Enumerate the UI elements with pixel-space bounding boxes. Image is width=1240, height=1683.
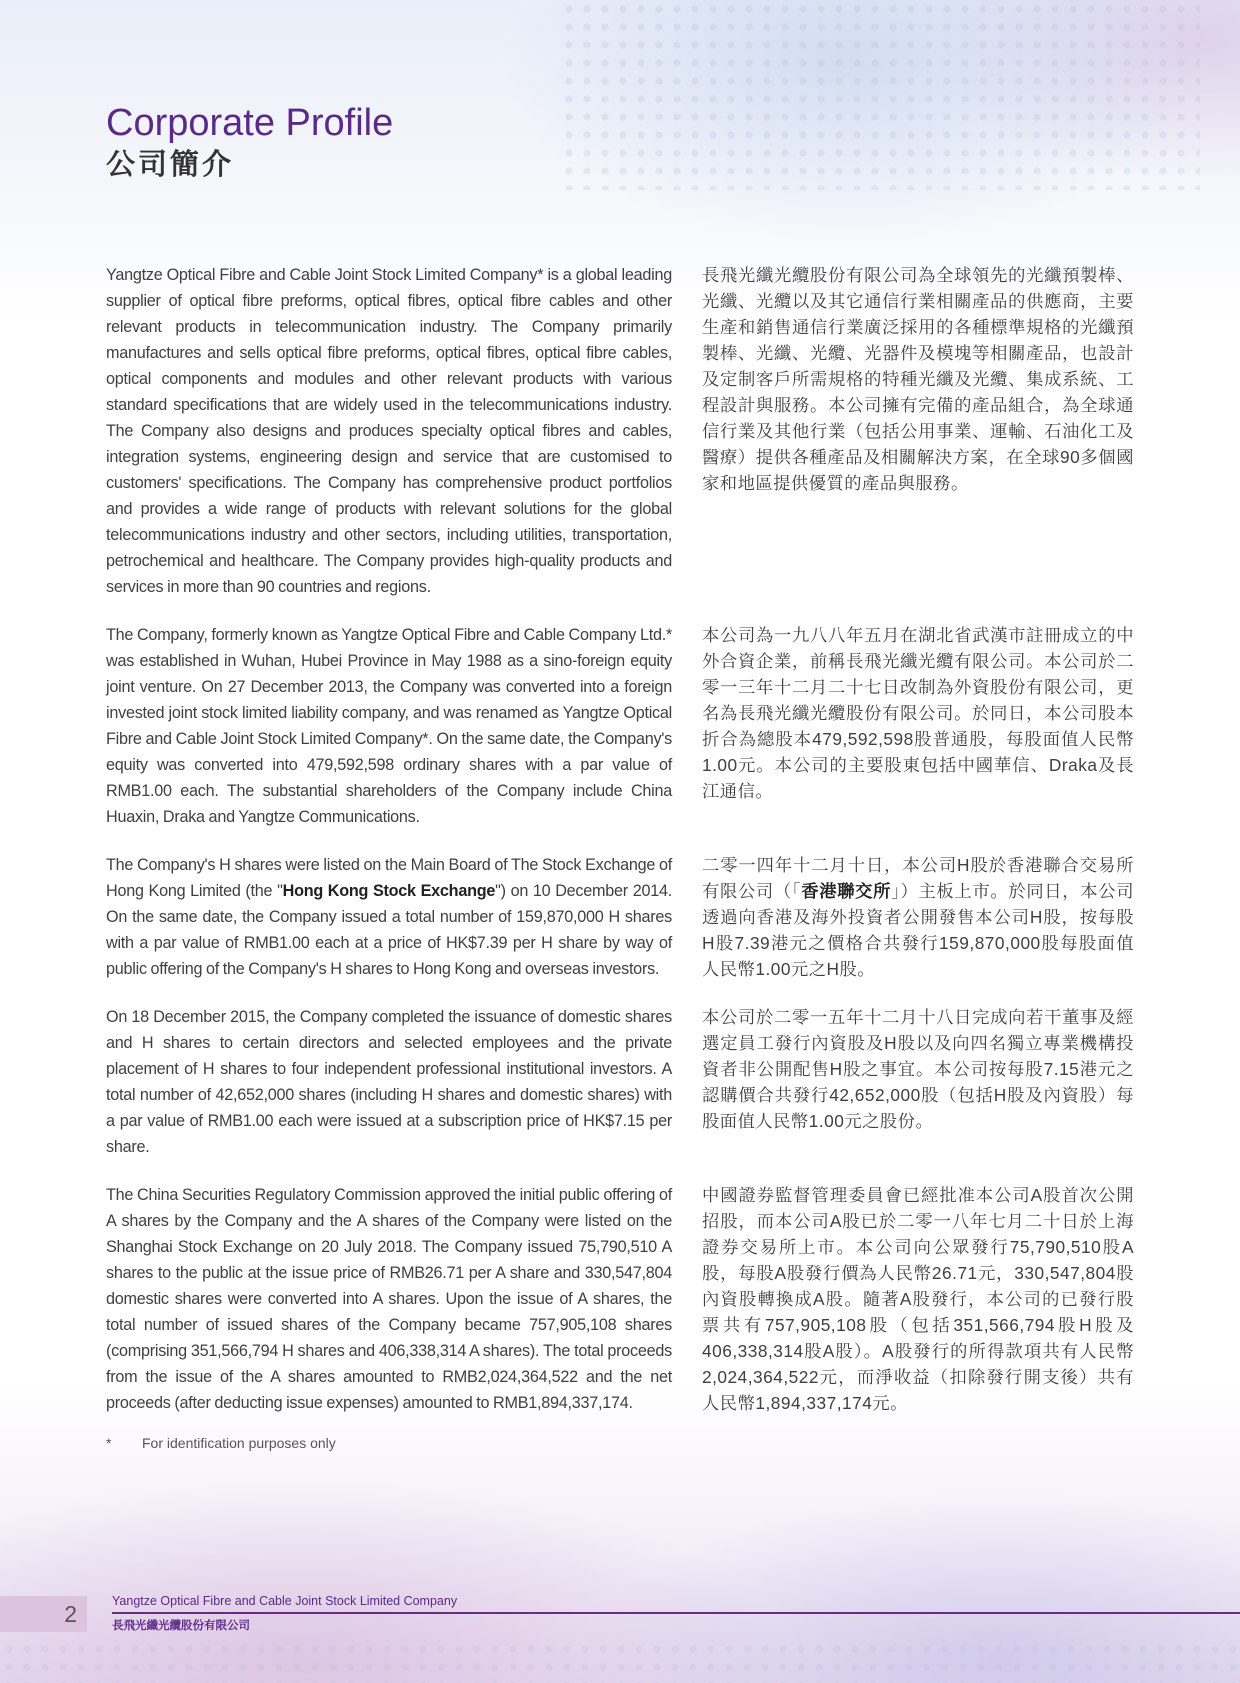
text: The Company's H shares were listed on the Main Board of The Stock Exchange of Hong Kong Limited (the " (106, 856, 672, 900)
text: 二零一四年十二月十日，本公司H股於香港聯合交易所有限公司（「 (702, 855, 1134, 901)
page-number: 2 (0, 1596, 87, 1632)
paragraph-zh-2: 本公司為一九八八年五月在湖北省武漢市註冊成立的中外合資企業，前稱長飛光纖光纜有限公司。本公司於二零一三年十二月二十七日改制為外資股份有限公司，更名為長飛光纖光纜股份有限公司。於同日，本公司股本折合為總股本479,592,598股普通股，每股面值人民幣1.00元。本公司的主要股東包括中國華信、Draka及長江通信。 (702, 625, 1134, 801)
defined-term: 香港聯交所 (801, 881, 892, 901)
paragraph-en-4: On 18 December 2015, the Company completed the issuance of domestic shares and H shares to certain directors and selected employees and the private placement of H shares to four independent professional institutional investors. A total number of 42,652,000 shares (including H shares and domestic shares) with a par value of RMB1.00 each were issued at a subscription price of HK$7.15 per share. (106, 1008, 672, 1156)
footnote (106, 1434, 1134, 1452)
paragraph-en-3 (106, 852, 672, 982)
defined-term: Hong Kong Stock Exchange (282, 882, 496, 900)
footnote-text: For identification purposes only (142, 1435, 336, 1451)
paragraph-zh-4: 本公司於二零一五年十二月十八日完成向若干董事及經選定員工發行內資股及H股以及向四名獨立專業機構投資者非公開配售H股之事宜。本公司按每股7.15港元之認購價合共發行42,652,000股（包括H股及內資股）每股面值人民幣1.00元之股份。 (702, 1007, 1134, 1131)
paragraph-en-1: Yangtze Optical Fibre and Cable Joint Stock Limited Company* is a global leading supplier of optical fibre preforms, optical fibres, optical fibre cables and other relevant products in telecommunication industry. The Company primarily manufactures and sells optical fibre preforms, optical fibres, optical fibre cables, optical components and modules and other relevant products with various standard specifications that are widely used in the telecommunications industry. The Company also designs and produces specialty optical fibres and cables, integration systems, engineering design and service that are customised to customers' specifications. The Company has comprehensive product portfolios and provides a wide range of products with relevant solutions for the global telecommunications industry and other sectors, including utilities, transportation, petrochemical and healthcare. The Company provides high-quality products and services in more than 90 countries and regions. (106, 266, 672, 596)
footnote-marker: * (106, 1435, 112, 1451)
profile-body (106, 262, 1134, 1416)
paragraph-en-5: The China Securities Regulatory Commission approved the initial public offering of A shares by the Company and the A shares of the Company were listed on the Shanghai Stock Exchange on 20 July 2018. The Company issued 75,790,510 A shares to the public at the issue price of RMB26.71 per A share and 330,547,804 domestic shares were converted into A shares. Upon the issue of A shares, the total number of issued shares of the Company became 757,905,108 shares (comprising 351,566,794 H shares and 406,338,314 A shares). The total proceeds from the issue of the A shares amounted to RMB2,024,364,522 and the net proceeds (after deducting issue expenses) amounted to RMB1,894,337,174. (106, 1186, 672, 1412)
text: ") on 10 December 2014. On the same date, the Company issued a total number of 159,870,000 H shares with a par value of RMB1.00 each at a price of HK$7.39 per H share by way of public offering of the Company's H shares to Hong Kong and overseas investors. (106, 882, 672, 978)
footer-divider (112, 1612, 1240, 1614)
decorative-dot-pattern (0, 1640, 1240, 1683)
footer-company-en: Yangtze Optical Fibre and Cable Joint Stock Limited Company (112, 1594, 458, 1608)
main-content (106, 262, 1134, 1452)
paragraph-zh-3 (702, 852, 1134, 982)
page-title (106, 100, 393, 184)
footer-company-zh: 長飛光纖光纜股份有限公司 (112, 1620, 250, 1632)
paragraph-zh-5: 中國證券監督管理委員會已經批准本公司A股首次公開招股，而本公司A股已於二零一八年七月二十日於上海證券交易所上市。本公司向公眾發行75,790,510股A股，每股A股發行價為人民幣26.71元，330,547,804股內資股轉換成A股。隨著A股發行，本公司的已發行股票共有757,905,108股（包括351,566,794股H股及406,338,314股A股）。A股發行的所得款項共有人民幣2,024,364,522元，而淨收益（扣除發行開支後）共有人民幣1,894,337,174元。 (702, 1185, 1134, 1413)
paragraph-zh-1: 長飛光纖光纜股份有限公司為全球領先的光纖預製棒、光纖、光纜以及其它通信行業相關產品的供應商，主要生產和銷售通信行業廣泛採用的各種標準規格的光纖預製棒、光纖、光纜、光器件及模塊等相關產品，也設計及定制客戶所需規格的特種光纖及光纜、集成系統、工程設計與服務。本公司擁有完備的產品組合，為全球通信行業及其他行業（包括公用事業、運輸、石油化工及醫療）提供各種產品及相關解決方案，在全球90多個國家和地區提供優質的產品與服務。 (702, 265, 1134, 493)
title-english: Corporate Profile (106, 102, 394, 144)
decorative-dot-pattern (560, 0, 1200, 190)
text: 」）主板上市。於同日，本公司透過向香港及海外投資者公開發售本公司H股，按每股H股7.39港元之價格合共發行159,870,000股每股面值人民幣1.00元之H股。 (702, 881, 1134, 979)
title-chinese: 公司簡介 (106, 149, 235, 181)
paragraph-en-2: The Company, formerly known as Yangtze Optical Fibre and Cable Company Ltd.* was established in Wuhan, Hubei Province in May 1988 as a sino-foreign equity joint venture. On 27 December 2013, the Company was converted into a foreign invested joint stock limited liability company, and was renamed as Yangtze Optical Fibre and Cable Joint Stock Limited Company*. On the same date, the Company's equity was converted into 479,592,598 ordinary shares with a par value of RMB1.00 each. The substantial shareholders of the Company include China Huaxin, Draka and Yangtze Communications. (106, 626, 672, 826)
